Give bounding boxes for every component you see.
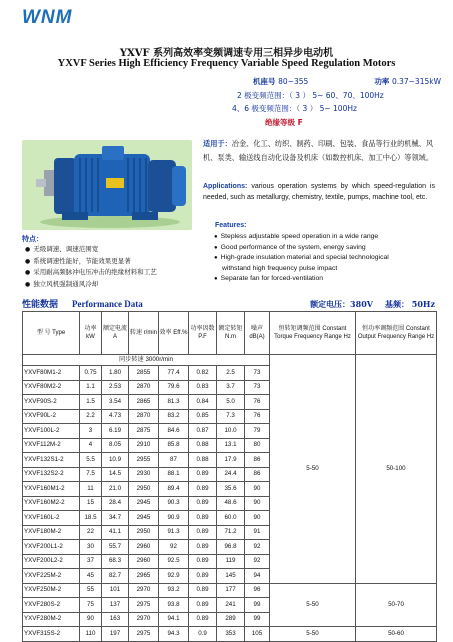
cell: 0.88	[189, 438, 217, 453]
cell: 0.88	[189, 453, 217, 468]
co-range-group3: 50-60	[356, 627, 437, 642]
application-cn-label: 适用于：	[203, 139, 232, 148]
ct-range-group2: 5-50	[270, 583, 356, 627]
cell: 2870	[129, 409, 159, 424]
cell: 55	[80, 583, 102, 598]
cell: 90.9	[159, 511, 189, 526]
cell: YXVF132S1-2	[23, 453, 80, 468]
col-power: 功率 kW	[80, 312, 102, 355]
cell: 92	[245, 540, 270, 555]
cell: 10.0	[217, 424, 245, 439]
cell: 289	[217, 612, 245, 627]
cell: 2870	[129, 380, 159, 395]
performance-title-cn: 性能数据	[22, 300, 59, 310]
cell: 3.7	[217, 380, 245, 395]
four-six-pole-range: 4、6 极变频范围：（ 3 ） 5~ 100Hz	[232, 104, 357, 113]
title-english: YXVF Series High Efficiency Frequency Variable Speed Regulation Motors	[57, 58, 396, 69]
cell: 2965	[129, 569, 159, 584]
cell: 90.3	[159, 496, 189, 511]
cell: 4.73	[102, 409, 129, 424]
cell: 3	[80, 424, 102, 439]
cell: YXVF200L1-2	[23, 540, 80, 555]
cell: 37	[80, 554, 102, 569]
cell: 0.89	[189, 569, 217, 584]
col-constant-torque: 恒转矩调频范围 Constant Torque Frequency Range Hz	[270, 312, 356, 355]
cell: 0.75	[80, 366, 102, 381]
cell: 163	[102, 612, 129, 627]
cell: 18.5	[80, 511, 102, 526]
cell: 86	[245, 467, 270, 482]
performance-table	[22, 311, 437, 642]
cell: YXVF90L-2	[23, 409, 80, 424]
cell: 93.2	[159, 583, 189, 598]
brand-logo	[22, 8, 72, 28]
cell: 82.7	[102, 569, 129, 584]
cell: 0.89	[189, 540, 217, 555]
cell: 0.85	[189, 409, 217, 424]
cell: 80	[245, 438, 270, 453]
cell: YXVF250M-2	[23, 583, 80, 598]
cell: 24.4	[217, 467, 245, 482]
cell: YXVF112M-2	[23, 438, 80, 453]
feature-en-item: ● Good performance of the system, energy saving	[214, 243, 446, 254]
cell: 76	[245, 395, 270, 410]
cell: 76	[245, 409, 270, 424]
application-cn	[203, 137, 435, 165]
cell: 2945	[129, 511, 159, 526]
performance-title-en: Performance Data	[72, 299, 143, 309]
insulation-class: 绝缘等级 F	[265, 117, 303, 127]
cell: YXVF225M-2	[23, 569, 80, 584]
features-cn-list	[25, 244, 205, 290]
table-header-row	[23, 312, 437, 355]
col-current: 额定电流 A	[102, 312, 129, 355]
cell: 94	[245, 569, 270, 584]
cell: 90	[245, 511, 270, 526]
cell: 99	[245, 612, 270, 627]
cell: 91	[245, 525, 270, 540]
cell: 10.9	[102, 453, 129, 468]
cell: YXVF90S-2	[23, 395, 80, 410]
cell: 0.89	[189, 583, 217, 598]
col-power-factor: 功率因数 P.F	[189, 312, 217, 355]
col-noise: 噪声 dB(A)	[245, 312, 270, 355]
cell: 90	[245, 482, 270, 497]
cell: 2910	[129, 438, 159, 453]
cell: 11	[80, 482, 102, 497]
cell: 0.89	[189, 482, 217, 497]
cell: YXVF80M1-2	[23, 366, 80, 381]
cell: 2865	[129, 395, 159, 410]
cell: YXVF280S-2	[23, 598, 80, 613]
cell: 5.0	[217, 395, 245, 410]
cell: 90	[80, 612, 102, 627]
cell: 2950	[129, 482, 159, 497]
cell: 241	[217, 598, 245, 613]
cell: 79	[245, 424, 270, 439]
cell: 3.54	[102, 395, 129, 410]
cell: 73	[245, 380, 270, 395]
co-range-group2: 50-70	[356, 583, 437, 627]
feature-cn-item: ● 采用耐高频脉冲电压冲击的绝缘材料和工艺	[25, 267, 205, 279]
cell: 96.8	[217, 540, 245, 555]
cell: 89.4	[159, 482, 189, 497]
cell: 353	[217, 627, 245, 642]
cell: 2875	[129, 424, 159, 439]
cell: 81.3	[159, 395, 189, 410]
cell: 2.5	[217, 366, 245, 381]
cell: YXVF80M2-2	[23, 380, 80, 395]
col-speed: 转速 r/min	[129, 312, 159, 355]
cell: 13.1	[217, 438, 245, 453]
feature-en-item: ● High-grade insulation material and special technological	[214, 253, 446, 264]
cell: 73	[245, 366, 270, 381]
cell: 14.5	[102, 467, 129, 482]
cell: 2950	[129, 525, 159, 540]
cell: 0.9	[189, 627, 217, 642]
cell: 110	[80, 627, 102, 642]
cell: 2975	[129, 627, 159, 642]
features-en-list	[214, 232, 446, 285]
base-frequency: 基频： 50Hz	[384, 299, 435, 309]
cell: 21.0	[102, 482, 129, 497]
cell: 88.1	[159, 467, 189, 482]
cell: 1.1	[80, 380, 102, 395]
cell: 1.80	[102, 366, 129, 381]
cell: 71.2	[217, 525, 245, 540]
col-constant-output: 恒功率调频范围 Constant Output Frequency Range Hz	[356, 312, 437, 355]
application-en-text: various operation systems by which speed-regulation is needed, such as metallurgy, chemistry, textile, pumps, machine tool, etc.	[203, 183, 435, 201]
cell: 119	[217, 554, 245, 569]
cell: 5.5	[80, 453, 102, 468]
feature-cn-item: ● 系统调速性能好，节能效果更显著	[25, 256, 205, 268]
cell: 2855	[129, 366, 159, 381]
cell: 0.89	[189, 496, 217, 511]
cell: 15	[80, 496, 102, 511]
cell: 45	[80, 569, 102, 584]
cell: YXVF160M1-2	[23, 482, 80, 497]
cell: 30	[80, 540, 102, 555]
logo-text: WNM	[22, 7, 73, 28]
cell: 2960	[129, 554, 159, 569]
col-efficiency: 效率 Eff.%	[159, 312, 189, 355]
title-chinese: YXVF 系列高效率变频调速专用三相异步电动机	[119, 48, 334, 59]
cell: 94.3	[159, 627, 189, 642]
cell: 77.4	[159, 366, 189, 381]
cell: 2970	[129, 583, 159, 598]
cell: 91.3	[159, 525, 189, 540]
cell: 8.05	[102, 438, 129, 453]
cell: 94.1	[159, 612, 189, 627]
feature-cn-item: ● 无级调速、调速范围宽	[25, 244, 205, 256]
application-cn-text: 冶金、化工、纺织、制药、印刷、包装、食品等行业的机械、风机、泵类、输送线自动化设备及机床（如数控机床、加工中心）等领域。	[203, 139, 434, 162]
cell: 4	[80, 438, 102, 453]
cell: 99	[245, 598, 270, 613]
cell: 2970	[129, 612, 159, 627]
ct-range-group1: 5-50	[270, 355, 356, 584]
spec-frame-power	[227, 75, 447, 89]
motor-illustration	[22, 140, 192, 230]
cell: 0.84	[189, 395, 217, 410]
cell: 0.89	[189, 554, 217, 569]
cell: 2960	[129, 540, 159, 555]
cell: 93.8	[159, 598, 189, 613]
table-row	[23, 627, 437, 642]
cell: 0.89	[189, 598, 217, 613]
cell: 85.8	[159, 438, 189, 453]
cell: 35.6	[217, 482, 245, 497]
cell: 48.6	[217, 496, 245, 511]
cell: 83.2	[159, 409, 189, 424]
application-en-label: Applications:	[203, 183, 248, 190]
rated-voltage: 额定电压：380V	[310, 299, 373, 309]
cell: 0.89	[189, 525, 217, 540]
cell: 87	[159, 453, 189, 468]
power-spec: 功率 0.37~315kW	[374, 77, 441, 86]
cell: 177	[217, 583, 245, 598]
cell: 75	[80, 598, 102, 613]
cell: YXVF100L-2	[23, 424, 80, 439]
cell: 92	[159, 540, 189, 555]
cell: YXVF200L2-2	[23, 554, 80, 569]
cell: 2.53	[102, 380, 129, 395]
cell: 22	[80, 525, 102, 540]
motor-photo	[22, 140, 192, 230]
frame-spec: 机座号 80~355	[253, 77, 309, 86]
cell: 2975	[129, 598, 159, 613]
cell: 105	[245, 627, 270, 642]
features-cn-label: 特点：	[22, 235, 43, 243]
cell: 92.5	[159, 554, 189, 569]
performance-header	[22, 297, 435, 310]
spec-block	[227, 75, 447, 129]
cell: 41.1	[102, 525, 129, 540]
table-row	[23, 583, 437, 598]
cell: 2955	[129, 453, 159, 468]
cell: 68.3	[102, 554, 129, 569]
sync-speed-label: 同步转速 3000r/min	[23, 355, 270, 366]
cell: 60.0	[217, 511, 245, 526]
cell: 92	[245, 554, 270, 569]
col-torque: 额定转矩 N.m	[217, 312, 245, 355]
cell: 1.5	[80, 395, 102, 410]
cell: 84.6	[159, 424, 189, 439]
cell: YXVF160M2-2	[23, 496, 80, 511]
cell: 0.83	[189, 380, 217, 395]
cell: YXVF315S-2	[23, 627, 80, 642]
cell: 2930	[129, 467, 159, 482]
cell: 55.7	[102, 540, 129, 555]
cell: 79.6	[159, 380, 189, 395]
cell: 6.19	[102, 424, 129, 439]
application-en	[203, 182, 435, 203]
cell: 7.3	[217, 409, 245, 424]
cell: 34.7	[102, 511, 129, 526]
cell: YXVF180M-2	[23, 525, 80, 540]
sync-speed-row	[23, 355, 437, 366]
cell: 0.89	[189, 612, 217, 627]
cell: YXVF160L-2	[23, 511, 80, 526]
cell: 0.82	[189, 366, 217, 381]
cell: 137	[102, 598, 129, 613]
feature-en-item-continued: withstand high frequency pulse impact	[222, 264, 338, 272]
cell: 197	[102, 627, 129, 642]
cell: YXVF132S2-2	[23, 467, 80, 482]
cell: 2945	[129, 496, 159, 511]
cell: 2.2	[80, 409, 102, 424]
feature-cn-item: ● 独立风机强制通风冷却	[25, 279, 205, 291]
cell: 17.9	[217, 453, 245, 468]
co-range-group1: 50-100	[356, 355, 437, 584]
two-pole-range: 2 极变频范围：（ 3 ） 5~ 60、70、100Hz	[237, 90, 384, 100]
cell: 0.87	[189, 424, 217, 439]
ct-range-group3: 5-50	[270, 627, 356, 642]
cell: 145	[217, 569, 245, 584]
cell: 92.9	[159, 569, 189, 584]
cell: 96	[245, 583, 270, 598]
cell: YXVF280M-2	[23, 612, 80, 627]
feature-en-item: ● Separate fan for forced-ventilation	[214, 274, 446, 285]
cell: 86	[245, 453, 270, 468]
cell: 0.89	[189, 467, 217, 482]
cell: 0.89	[189, 511, 217, 526]
feature-en-item: ● Stepless adjustable speed operation in a wide range	[214, 232, 446, 243]
col-type: 型 号 Type	[23, 312, 80, 355]
cell: 101	[102, 583, 129, 598]
cell: 28.4	[102, 496, 129, 511]
cell: 90	[245, 496, 270, 511]
cell: 7.5	[80, 467, 102, 482]
features-en-label: Features:	[215, 222, 247, 229]
